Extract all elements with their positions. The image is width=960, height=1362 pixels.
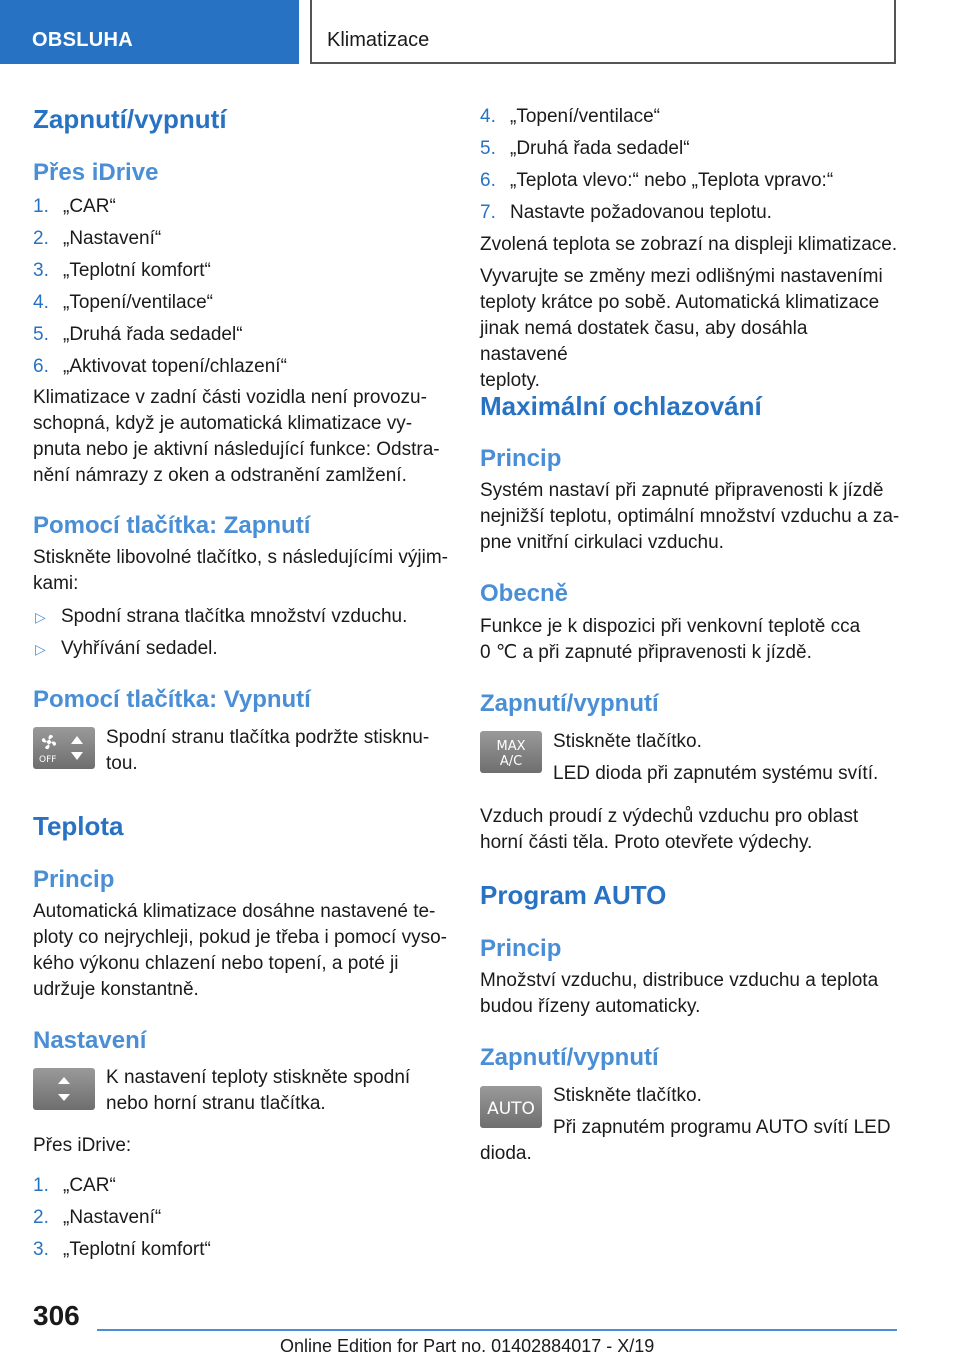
max-ac-icon	[480, 731, 542, 773]
warning-paragraph: Vyvarujte se změny mezi odlišnými nastaveními teploty krátce po sobě. Automatická klimatizace jinak nemá dostatek času, aby dosáhla nastavené teploty.	[480, 266, 883, 391]
up-down-arrows-icon	[33, 1068, 95, 1110]
heading-button-on: Pomocí tlačítka: Zapnutí	[33, 512, 311, 539]
footer-divider	[97, 1329, 897, 1331]
max-led-text: LED dioda při zapnutém systému svítí.	[553, 763, 879, 784]
heading-on-off: Zapnutí/vypnutí	[33, 104, 227, 134]
setting-paragraph: K nastavení teploty stiskněte spodní nebo horní stranu tlačítka.	[106, 1067, 411, 1114]
chapter-title: Klimatizace	[327, 29, 430, 51]
principle-paragraph: Automatická klimatizace dosáhne nastavené te- ploty co nejrychleji, pokud je třeba i pomocí vyso- kého výkonu chlazení nebo topení, a poté ji udržuje konstantně.	[33, 901, 447, 1000]
heading-setting: Nastavení	[33, 1027, 147, 1054]
fan-off-button-image	[33, 727, 95, 769]
temperature-button-image	[33, 1068, 95, 1110]
section-title: OBSLUHA	[32, 29, 133, 51]
note-paragraph: Klimatizace v zadní části vozidla není provozu- schopná, když je automatická klimatizace vy- pnuta nebo je aktivní následující funkce: Odstra- nění námrazy z oken a odstranění zamlžení.	[33, 387, 440, 486]
heading-temperature: Teplota	[33, 811, 124, 841]
heading-on-off: Zapnutí/vypnutí	[480, 1044, 659, 1071]
heading-general: Obecně	[480, 580, 569, 607]
heading-max-cooling: Maximální ochlazování	[480, 391, 762, 421]
svg-text:OFF: OFF	[39, 755, 57, 765]
auto-principle-paragraph: Množství vzduchu, distribuce vzduchu a teplota budou řízeny automaticky.	[480, 970, 879, 1017]
section-tab	[0, 0, 299, 64]
heading-principle: Princip	[480, 935, 562, 962]
heading-via-idrive: Přes iDrive	[33, 159, 159, 186]
via-idrive-label: Přes iDrive:	[33, 1135, 132, 1156]
button-on-paragraph: Stiskněte libovolné tlačítko, s následujícími výjim- kami:	[33, 547, 448, 594]
svg-text:A/C: A/C	[499, 754, 523, 769]
heading-program-auto: Program AUTO	[480, 880, 667, 910]
auto-led-text-cont: dioda.	[480, 1143, 532, 1164]
temperature-shown-text: Zvolená teplota se zobrazí na displeji klimatizace.	[480, 234, 898, 255]
button-off-paragraph: Spodní stranu tlačítka podržte stisknu- tou.	[106, 727, 430, 774]
heading-button-off: Pomocí tlačítka: Vypnutí	[33, 686, 311, 713]
max-principle-paragraph: Systém nastaví při zapnuté připravenosti k jízdě nejnižší teplotu, optimální množství vzduchu a za- pne vnitřní cirkulaci vzduchu.	[480, 480, 900, 553]
heading-on-off: Zapnutí/vypnutí	[480, 690, 659, 717]
svg-text:AUTO: AUTO	[487, 1099, 535, 1119]
general-paragraph: Funkce je k dispozici při venkovní teplotě cca 0 ℃ a při zapnuté připravenosti k jízdě.	[480, 616, 861, 663]
svg-text:MAX: MAX	[496, 739, 526, 754]
footer-edition: Online Edition for Part no. 01402884017 - X/19	[280, 1336, 655, 1356]
max-press-text: Stiskněte tlačítko.	[553, 731, 702, 752]
chapter-header	[310, 0, 896, 64]
max-ac-button-image	[480, 731, 542, 773]
heading-principle: Princip	[33, 866, 115, 893]
fan-off-icon	[33, 727, 95, 769]
auto-led-text: Při zapnutém programu AUTO svítí LED	[553, 1117, 891, 1138]
auto-icon	[480, 1086, 542, 1128]
heading-principle: Princip	[480, 445, 562, 472]
page-number: 306	[33, 1300, 80, 1331]
auto-press-text: Stiskněte tlačítko.	[553, 1085, 702, 1106]
max-note-paragraph: Vzduch proudí z výdechů vzduchu pro oblast horní části těla. Proto otevřete výdechy.	[480, 806, 859, 853]
auto-button-image	[480, 1086, 542, 1128]
